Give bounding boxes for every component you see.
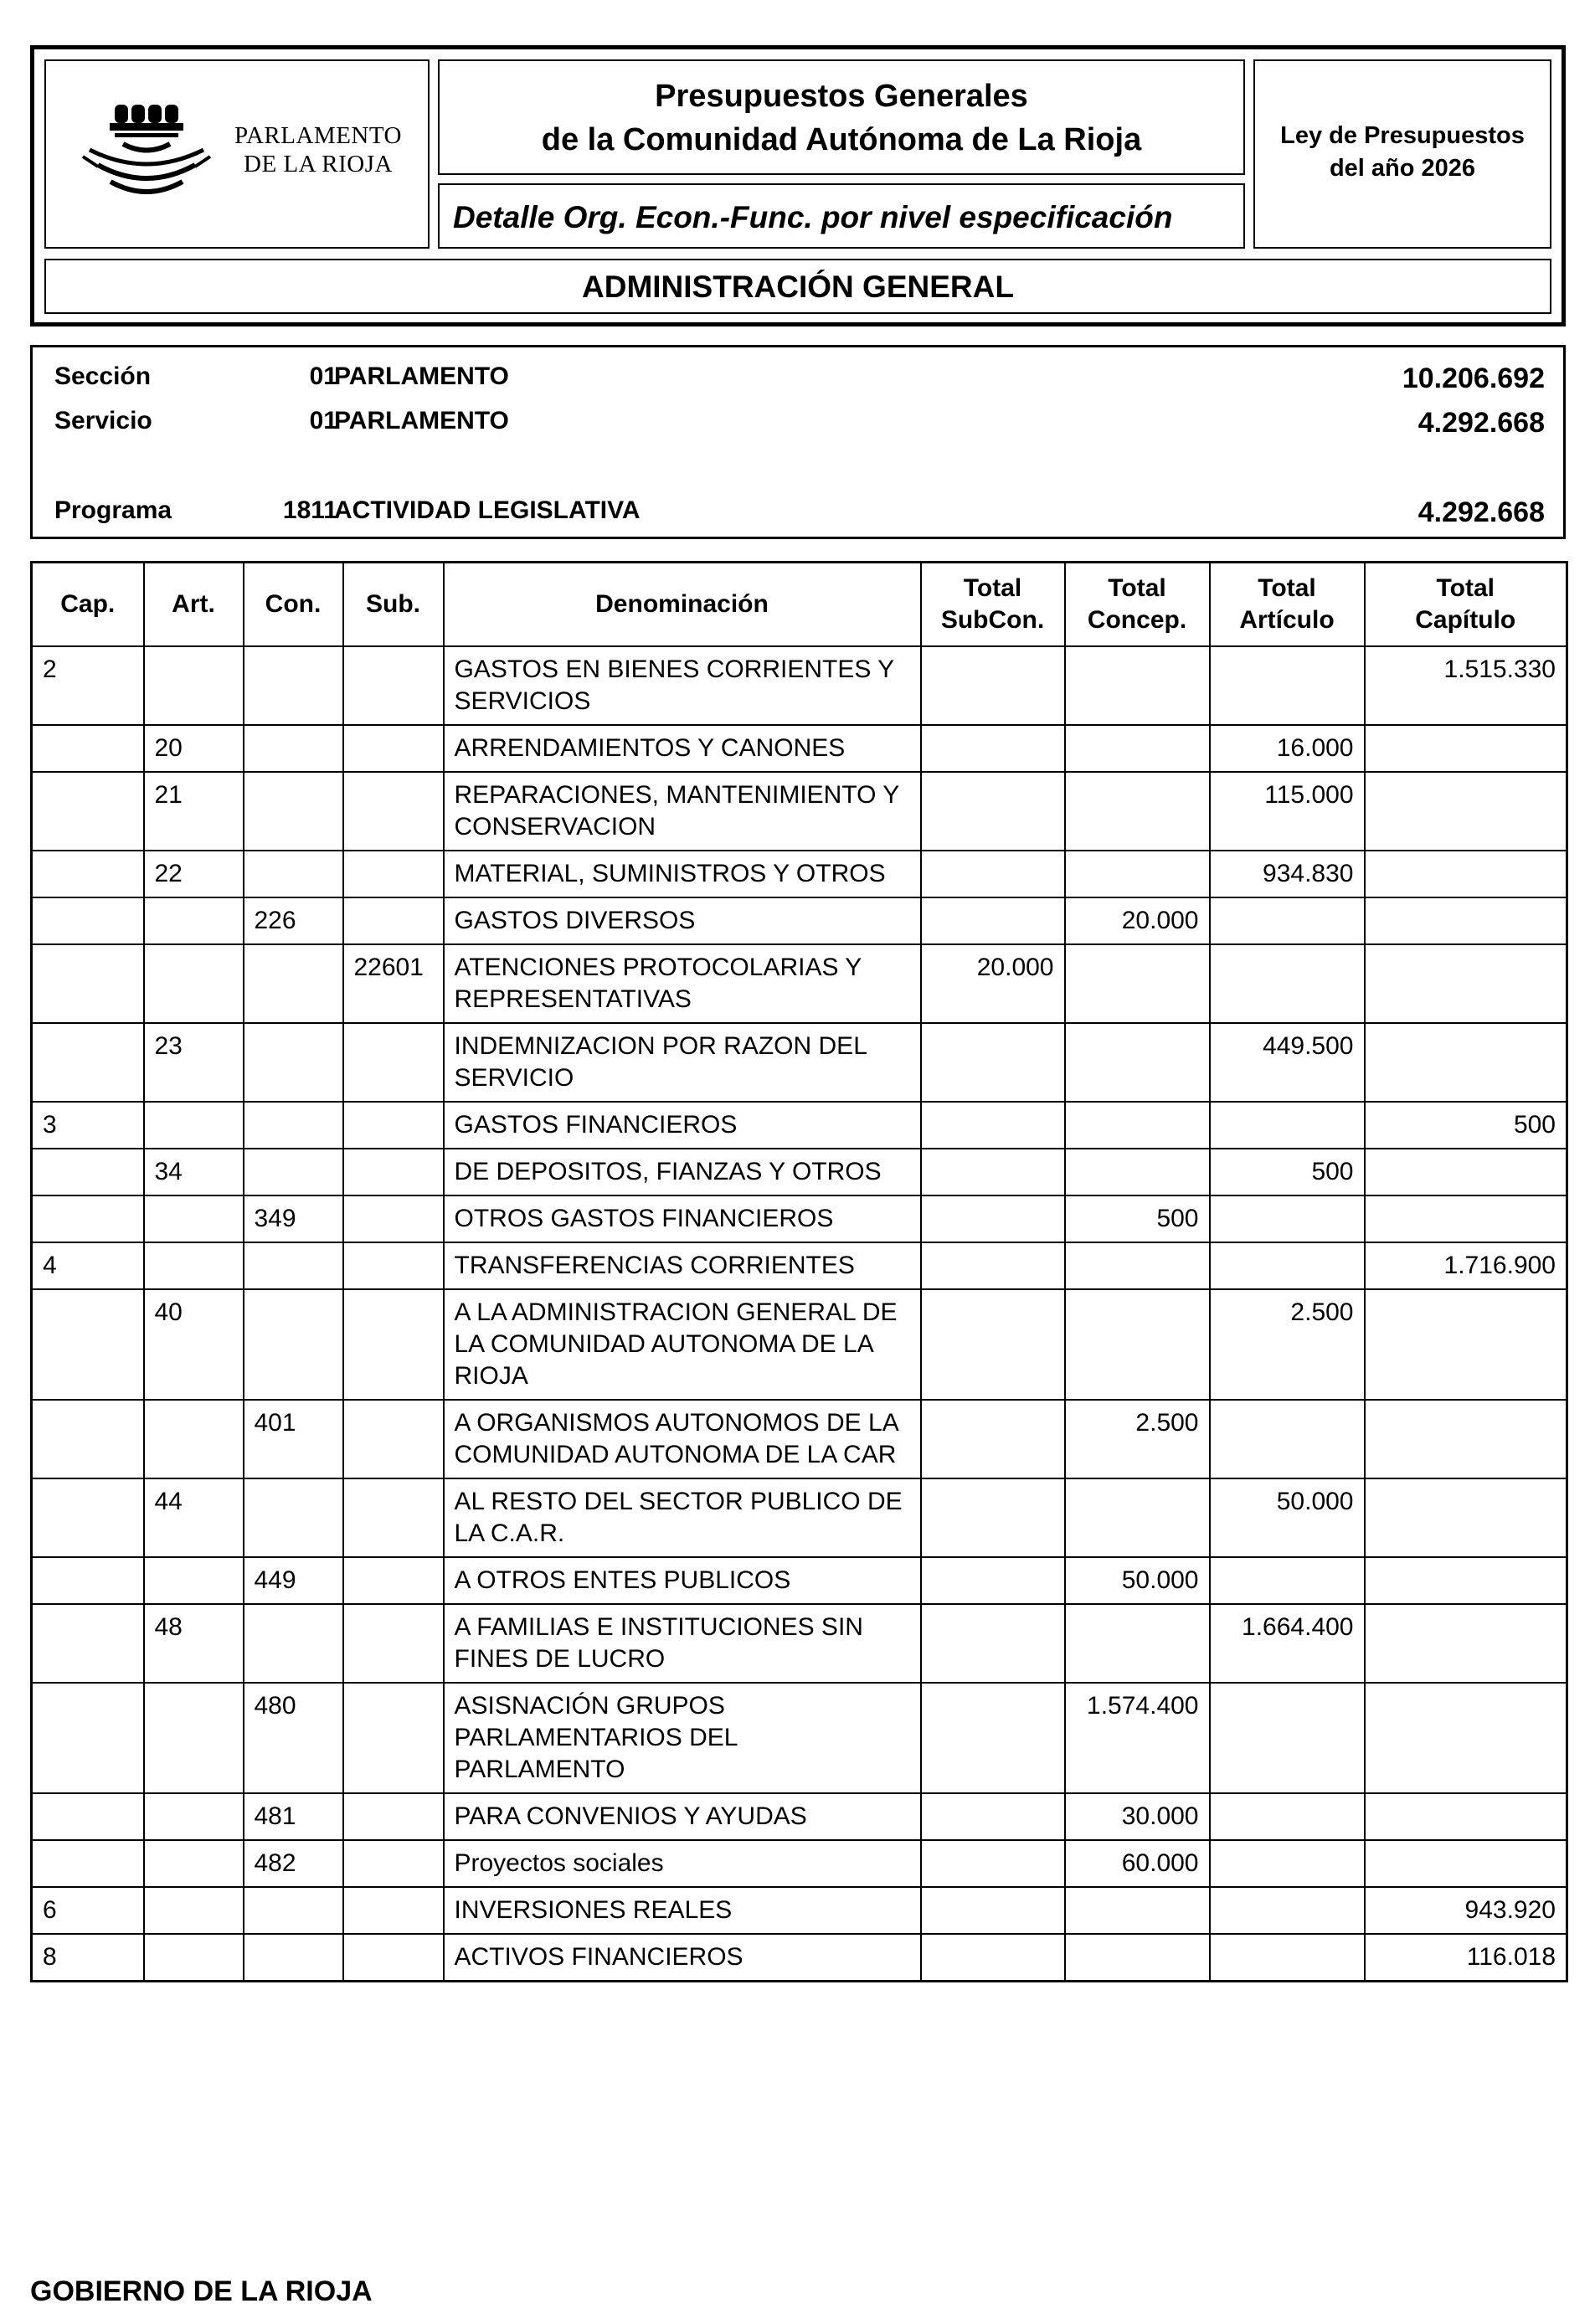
table-row (32, 1289, 1567, 1400)
cell-subcon (921, 1242, 1065, 1289)
title-line1: Presupuestos Generales (655, 79, 1028, 114)
seccion-code: 01 (309, 362, 337, 390)
cell-den: Proyectos sociales (444, 1840, 921, 1887)
cell-sub (343, 1149, 444, 1195)
cell-cap (32, 1195, 144, 1242)
header-total-capitulo-l2: Capítulo (1415, 605, 1516, 634)
cell-con (244, 1289, 343, 1400)
table-row (32, 1683, 1567, 1793)
cell-art (144, 1242, 244, 1289)
cell-den: A ORGANISMOS AUTONOMOS DE LA COMUNIDAD AUTONOMA DE LA CAR (444, 1400, 921, 1478)
cell-con (244, 1478, 343, 1557)
cell-capitulo: 1.716.900 (1365, 1242, 1567, 1289)
cell-cap (32, 1023, 144, 1102)
cell-concep (1065, 1289, 1210, 1400)
cell-sub (343, 772, 444, 851)
table-row (32, 725, 1567, 772)
servicio-code: 01 (309, 407, 337, 434)
seccion-amount: 10.206.692 (1402, 362, 1545, 394)
cell-capitulo (1365, 1400, 1567, 1478)
header-total-articulo (1210, 563, 1365, 646)
cell-den: AL RESTO DEL SECTOR PUBLICO DE LA C.A.R. (444, 1478, 921, 1557)
cell-con: 449 (244, 1557, 343, 1604)
cell-capitulo (1365, 1683, 1567, 1793)
cell-subcon (921, 1023, 1065, 1102)
header-total-subcon-l1: Total (963, 573, 1022, 602)
cell-cap (32, 1149, 144, 1195)
cell-concep (1065, 1242, 1210, 1289)
cell-capitulo (1365, 1478, 1567, 1557)
cell-subcon (921, 1840, 1065, 1887)
cell-art (144, 1683, 244, 1793)
cell-sub: 22601 (343, 944, 444, 1023)
cell-subcon (921, 1557, 1065, 1604)
cell-articulo: 500 (1210, 1149, 1365, 1195)
cell-concep (1065, 1149, 1210, 1195)
cell-capitulo (1365, 1149, 1567, 1195)
cell-capitulo (1365, 1840, 1567, 1887)
cell-subcon (921, 772, 1065, 851)
table-row (32, 1840, 1567, 1887)
servicio-row (33, 407, 1563, 440)
cell-art (144, 944, 244, 1023)
cell-concep: 20.000 (1065, 897, 1210, 944)
servicio-name: PARLAMENTO (334, 407, 509, 434)
table-row (32, 1023, 1567, 1102)
table-row (32, 646, 1567, 725)
table-row (32, 944, 1567, 1023)
cell-articulo (1210, 1400, 1365, 1478)
cell-sub (343, 1934, 444, 1982)
header-total-subcon-l2: SubCon. (940, 605, 1045, 634)
cell-art: 20 (144, 725, 244, 772)
cell-sub (343, 1102, 444, 1149)
table-row (32, 897, 1567, 944)
budget-info-box (30, 345, 1566, 539)
cell-sub (343, 1683, 444, 1793)
cell-capitulo: 500 (1365, 1102, 1567, 1149)
cell-capitulo (1365, 725, 1567, 772)
cell-sub (343, 1195, 444, 1242)
table-row (32, 1102, 1567, 1149)
header-total-concep-l1: Total (1108, 573, 1166, 602)
cell-capitulo (1365, 772, 1567, 851)
cell-articulo (1210, 1793, 1365, 1840)
cell-con (244, 1023, 343, 1102)
cell-concep (1065, 1604, 1210, 1683)
cell-den: DE DEPOSITOS, FIANZAS Y OTROS (444, 1149, 921, 1195)
cell-den: ACTIVOS FINANCIEROS (444, 1934, 921, 1982)
cell-concep (1065, 725, 1210, 772)
cell-sub (343, 897, 444, 944)
header-total-concep-l2: Concep. (1087, 605, 1187, 634)
cell-concep: 60.000 (1065, 1840, 1210, 1887)
cell-den: MATERIAL, SUMINISTROS Y OTROS (444, 851, 921, 897)
programa-name: ACTIVIDAD LEGISLATIVA (334, 496, 641, 524)
cell-sub (343, 646, 444, 725)
cell-sub (343, 851, 444, 897)
cell-art: 34 (144, 1149, 244, 1195)
cell-cap: 6 (32, 1887, 144, 1934)
cell-den: A FAMILIAS E INSTITUCIONES SIN FINES DE LUCRO (444, 1604, 921, 1683)
table-row (32, 1557, 1567, 1604)
cell-concep (1065, 1934, 1210, 1982)
cell-den: ATENCIONES PROTOCOLARIAS Y REPRESENTATIVAS (444, 944, 921, 1023)
cell-con (244, 1604, 343, 1683)
cell-cap: 4 (32, 1242, 144, 1289)
cell-den: OTROS GASTOS FINANCIEROS (444, 1195, 921, 1242)
cell-articulo: 16.000 (1210, 725, 1365, 772)
cell-den: INVERSIONES REALES (444, 1887, 921, 1934)
cell-capitulo: 116.018 (1365, 1934, 1567, 1982)
table-row (32, 851, 1567, 897)
cell-subcon (921, 1289, 1065, 1400)
seccion-row (33, 362, 1563, 396)
cell-den: ARRENDAMIENTOS Y CANONES (444, 725, 921, 772)
header-denominacion: Denominación (444, 563, 921, 646)
cell-subcon (921, 1604, 1065, 1683)
header-sub: Sub. (343, 563, 444, 646)
detail-subtitle: Detalle Org. Econ.-Func. por nivel especificación (453, 200, 1173, 234)
cell-cap (32, 897, 144, 944)
cell-articulo (1210, 1195, 1365, 1242)
table-row (32, 1195, 1567, 1242)
logo-name-line1: PARLAMENTO (234, 122, 402, 149)
header-cap: Cap. (32, 563, 144, 646)
document-header (30, 45, 1566, 326)
cell-den: INDEMNIZACION POR RAZON DEL SERVICIO (444, 1023, 921, 1102)
seccion-name: PARLAMENTO (334, 362, 509, 390)
cell-con: 401 (244, 1400, 343, 1478)
logo-name-line2: DE LA RIOJA (244, 151, 393, 177)
cell-sub (343, 725, 444, 772)
cell-art: 22 (144, 851, 244, 897)
ley-line2: del año 2026 (1329, 155, 1476, 182)
programa-row (33, 496, 1563, 530)
cell-cap (32, 1289, 144, 1400)
cell-cap (32, 1400, 144, 1478)
cell-sub (343, 1242, 444, 1289)
admin-title: ADMINISTRACIÓN GENERAL (582, 270, 1014, 304)
programa-label: Programa (54, 496, 172, 524)
cell-concep (1065, 851, 1210, 897)
cell-capitulo (1365, 1289, 1567, 1400)
cell-subcon (921, 646, 1065, 725)
table-row (32, 1478, 1567, 1557)
cell-den: GASTOS EN BIENES CORRIENTES Y SERVICIOS (444, 646, 921, 725)
detail-box (438, 183, 1245, 249)
cell-art (144, 897, 244, 944)
cell-capitulo (1365, 897, 1567, 944)
cell-concep: 1.574.400 (1065, 1683, 1210, 1793)
table-header-row (32, 563, 1567, 646)
cell-con: 480 (244, 1683, 343, 1793)
cell-articulo (1210, 1934, 1365, 1982)
cell-art (144, 1557, 244, 1604)
cell-articulo (1210, 1683, 1365, 1793)
cell-cap: 8 (32, 1934, 144, 1982)
table-row (32, 1242, 1567, 1289)
table-row (32, 1934, 1567, 1982)
cell-den: A LA ADMINISTRACION GENERAL DE LA COMUNIDAD AUTONOMA DE LA RIOJA (444, 1289, 921, 1400)
cell-concep: 500 (1065, 1195, 1210, 1242)
cell-cap: 2 (32, 646, 144, 725)
cell-con (244, 725, 343, 772)
cell-art (144, 1840, 244, 1887)
cell-cap (32, 1557, 144, 1604)
budget-table (30, 561, 1568, 1982)
cell-art (144, 1793, 244, 1840)
cell-subcon (921, 1400, 1065, 1478)
cell-concep (1065, 1478, 1210, 1557)
ley-box (1253, 59, 1551, 249)
cell-concep (1065, 772, 1210, 851)
cell-subcon (921, 1102, 1065, 1149)
cell-articulo: 115.000 (1210, 772, 1365, 851)
servicio-label: Servicio (54, 407, 152, 434)
header-total-capitulo-l1: Total (1436, 573, 1495, 602)
title-line2: de la Comunidad Autónoma de La Rioja (541, 122, 1142, 157)
cell-articulo (1210, 1102, 1365, 1149)
header-total-articulo-l1: Total (1258, 573, 1316, 602)
cell-den: ASISNACIÓN GRUPOS PARLAMENTARIOS DEL PARLAMENTO (444, 1683, 921, 1793)
cell-sub (343, 1604, 444, 1683)
logo-box (44, 59, 430, 249)
header-art: Art. (144, 563, 244, 646)
cell-den: GASTOS DIVERSOS (444, 897, 921, 944)
cell-art (144, 1102, 244, 1149)
table-row (32, 1149, 1567, 1195)
header-total-concep (1065, 563, 1210, 646)
table-row (32, 1887, 1567, 1934)
cell-concep (1065, 944, 1210, 1023)
cell-articulo (1210, 897, 1365, 944)
cell-con (244, 772, 343, 851)
cell-articulo: 2.500 (1210, 1289, 1365, 1400)
cell-capitulo (1365, 1557, 1567, 1604)
cell-sub (343, 1840, 444, 1887)
cell-capitulo (1365, 1195, 1567, 1242)
cell-sub (343, 1478, 444, 1557)
cell-con (244, 1102, 343, 1149)
cell-articulo (1210, 944, 1365, 1023)
programa-amount: 4.292.668 (1417, 496, 1545, 528)
cell-art: 44 (144, 1478, 244, 1557)
cell-concep (1065, 1023, 1210, 1102)
cell-articulo (1210, 1557, 1365, 1604)
cell-concep: 30.000 (1065, 1793, 1210, 1840)
cell-con: 481 (244, 1793, 343, 1840)
cell-art (144, 1400, 244, 1478)
cell-subcon (921, 1887, 1065, 1934)
cell-articulo: 1.664.400 (1210, 1604, 1365, 1683)
cell-art: 23 (144, 1023, 244, 1102)
header-total-articulo-l2: Artículo (1239, 605, 1335, 634)
title-box (438, 59, 1245, 175)
cell-con (244, 1149, 343, 1195)
cell-cap (32, 1683, 144, 1793)
cell-articulo (1210, 646, 1365, 725)
cell-den: REPARACIONES, MANTENIMIENTO Y CONSERVACION (444, 772, 921, 851)
cell-subcon (921, 1478, 1065, 1557)
admin-box (44, 259, 1551, 314)
cell-sub (343, 1023, 444, 1102)
header-total-subcon (921, 563, 1065, 646)
cell-subcon (921, 851, 1065, 897)
cell-capitulo: 943.920 (1365, 1887, 1567, 1934)
cell-con (244, 851, 343, 897)
table-row (32, 1604, 1567, 1683)
footer-text: GOBIERNO DE LA RIOJA (30, 2275, 373, 2307)
cell-capitulo (1365, 1793, 1567, 1840)
cell-articulo: 50.000 (1210, 1478, 1365, 1557)
cell-concep: 2.500 (1065, 1400, 1210, 1478)
cell-art (144, 1195, 244, 1242)
header-total-capitulo (1365, 563, 1567, 646)
header-con: Con. (244, 563, 343, 646)
cell-con (244, 1887, 343, 1934)
cell-subcon (921, 897, 1065, 944)
cell-con: 482 (244, 1840, 343, 1887)
cell-art (144, 1934, 244, 1982)
cell-concep (1065, 1887, 1210, 1934)
cell-cap (32, 1478, 144, 1557)
cell-articulo (1210, 1840, 1365, 1887)
cell-art (144, 1887, 244, 1934)
cell-art (144, 646, 244, 725)
cell-sub (343, 1557, 444, 1604)
cell-capitulo (1365, 851, 1567, 897)
cell-con (244, 944, 343, 1023)
programa-code: 1811 (282, 496, 337, 524)
cell-subcon (921, 1793, 1065, 1840)
cell-sub (343, 1400, 444, 1478)
table-row (32, 1400, 1567, 1478)
cell-capitulo (1365, 1604, 1567, 1683)
cell-con: 349 (244, 1195, 343, 1242)
cell-con (244, 646, 343, 725)
cell-art: 48 (144, 1604, 244, 1683)
cell-con (244, 1934, 343, 1982)
cell-subcon: 20.000 (921, 944, 1065, 1023)
cell-subcon (921, 1195, 1065, 1242)
cell-cap (32, 944, 144, 1023)
cell-cap (32, 725, 144, 772)
cell-articulo: 449.500 (1210, 1023, 1365, 1102)
cell-cap (32, 772, 144, 851)
cell-cap: 3 (32, 1102, 144, 1149)
servicio-amount: 4.292.668 (1417, 407, 1545, 439)
cell-den: TRANSFERENCIAS CORRIENTES (444, 1242, 921, 1289)
cell-concep (1065, 1102, 1210, 1149)
cell-cap (32, 1840, 144, 1887)
cell-articulo (1210, 1887, 1365, 1934)
cell-art: 21 (144, 772, 244, 851)
cell-con (244, 1242, 343, 1289)
cell-den: PARA CONVENIOS Y AYUDAS (444, 1793, 921, 1840)
cell-cap (32, 851, 144, 897)
table-row (32, 1793, 1567, 1840)
parliament-logo-icon (64, 98, 215, 207)
cell-art: 40 (144, 1289, 244, 1400)
cell-subcon (921, 725, 1065, 772)
cell-subcon (921, 1683, 1065, 1793)
table-row (32, 772, 1567, 851)
cell-subcon (921, 1149, 1065, 1195)
table-body (32, 646, 1567, 1982)
cell-sub (343, 1887, 444, 1934)
cell-concep (1065, 646, 1210, 725)
cell-den: A OTROS ENTES PUBLICOS (444, 1557, 921, 1604)
cell-sub (343, 1793, 444, 1840)
cell-con: 226 (244, 897, 343, 944)
cell-capitulo (1365, 944, 1567, 1023)
cell-capitulo (1365, 1023, 1567, 1102)
cell-capitulo: 1.515.330 (1365, 646, 1567, 725)
ley-line1: Ley de Presupuestos (1280, 122, 1525, 149)
cell-articulo (1210, 1242, 1365, 1289)
cell-cap (32, 1793, 144, 1840)
logo-text (214, 121, 423, 178)
cell-subcon (921, 1934, 1065, 1982)
cell-concep: 50.000 (1065, 1557, 1210, 1604)
seccion-label: Sección (54, 362, 152, 390)
cell-articulo: 934.830 (1210, 851, 1365, 897)
cell-den: GASTOS FINANCIEROS (444, 1102, 921, 1149)
cell-cap (32, 1604, 144, 1683)
cell-sub (343, 1289, 444, 1400)
